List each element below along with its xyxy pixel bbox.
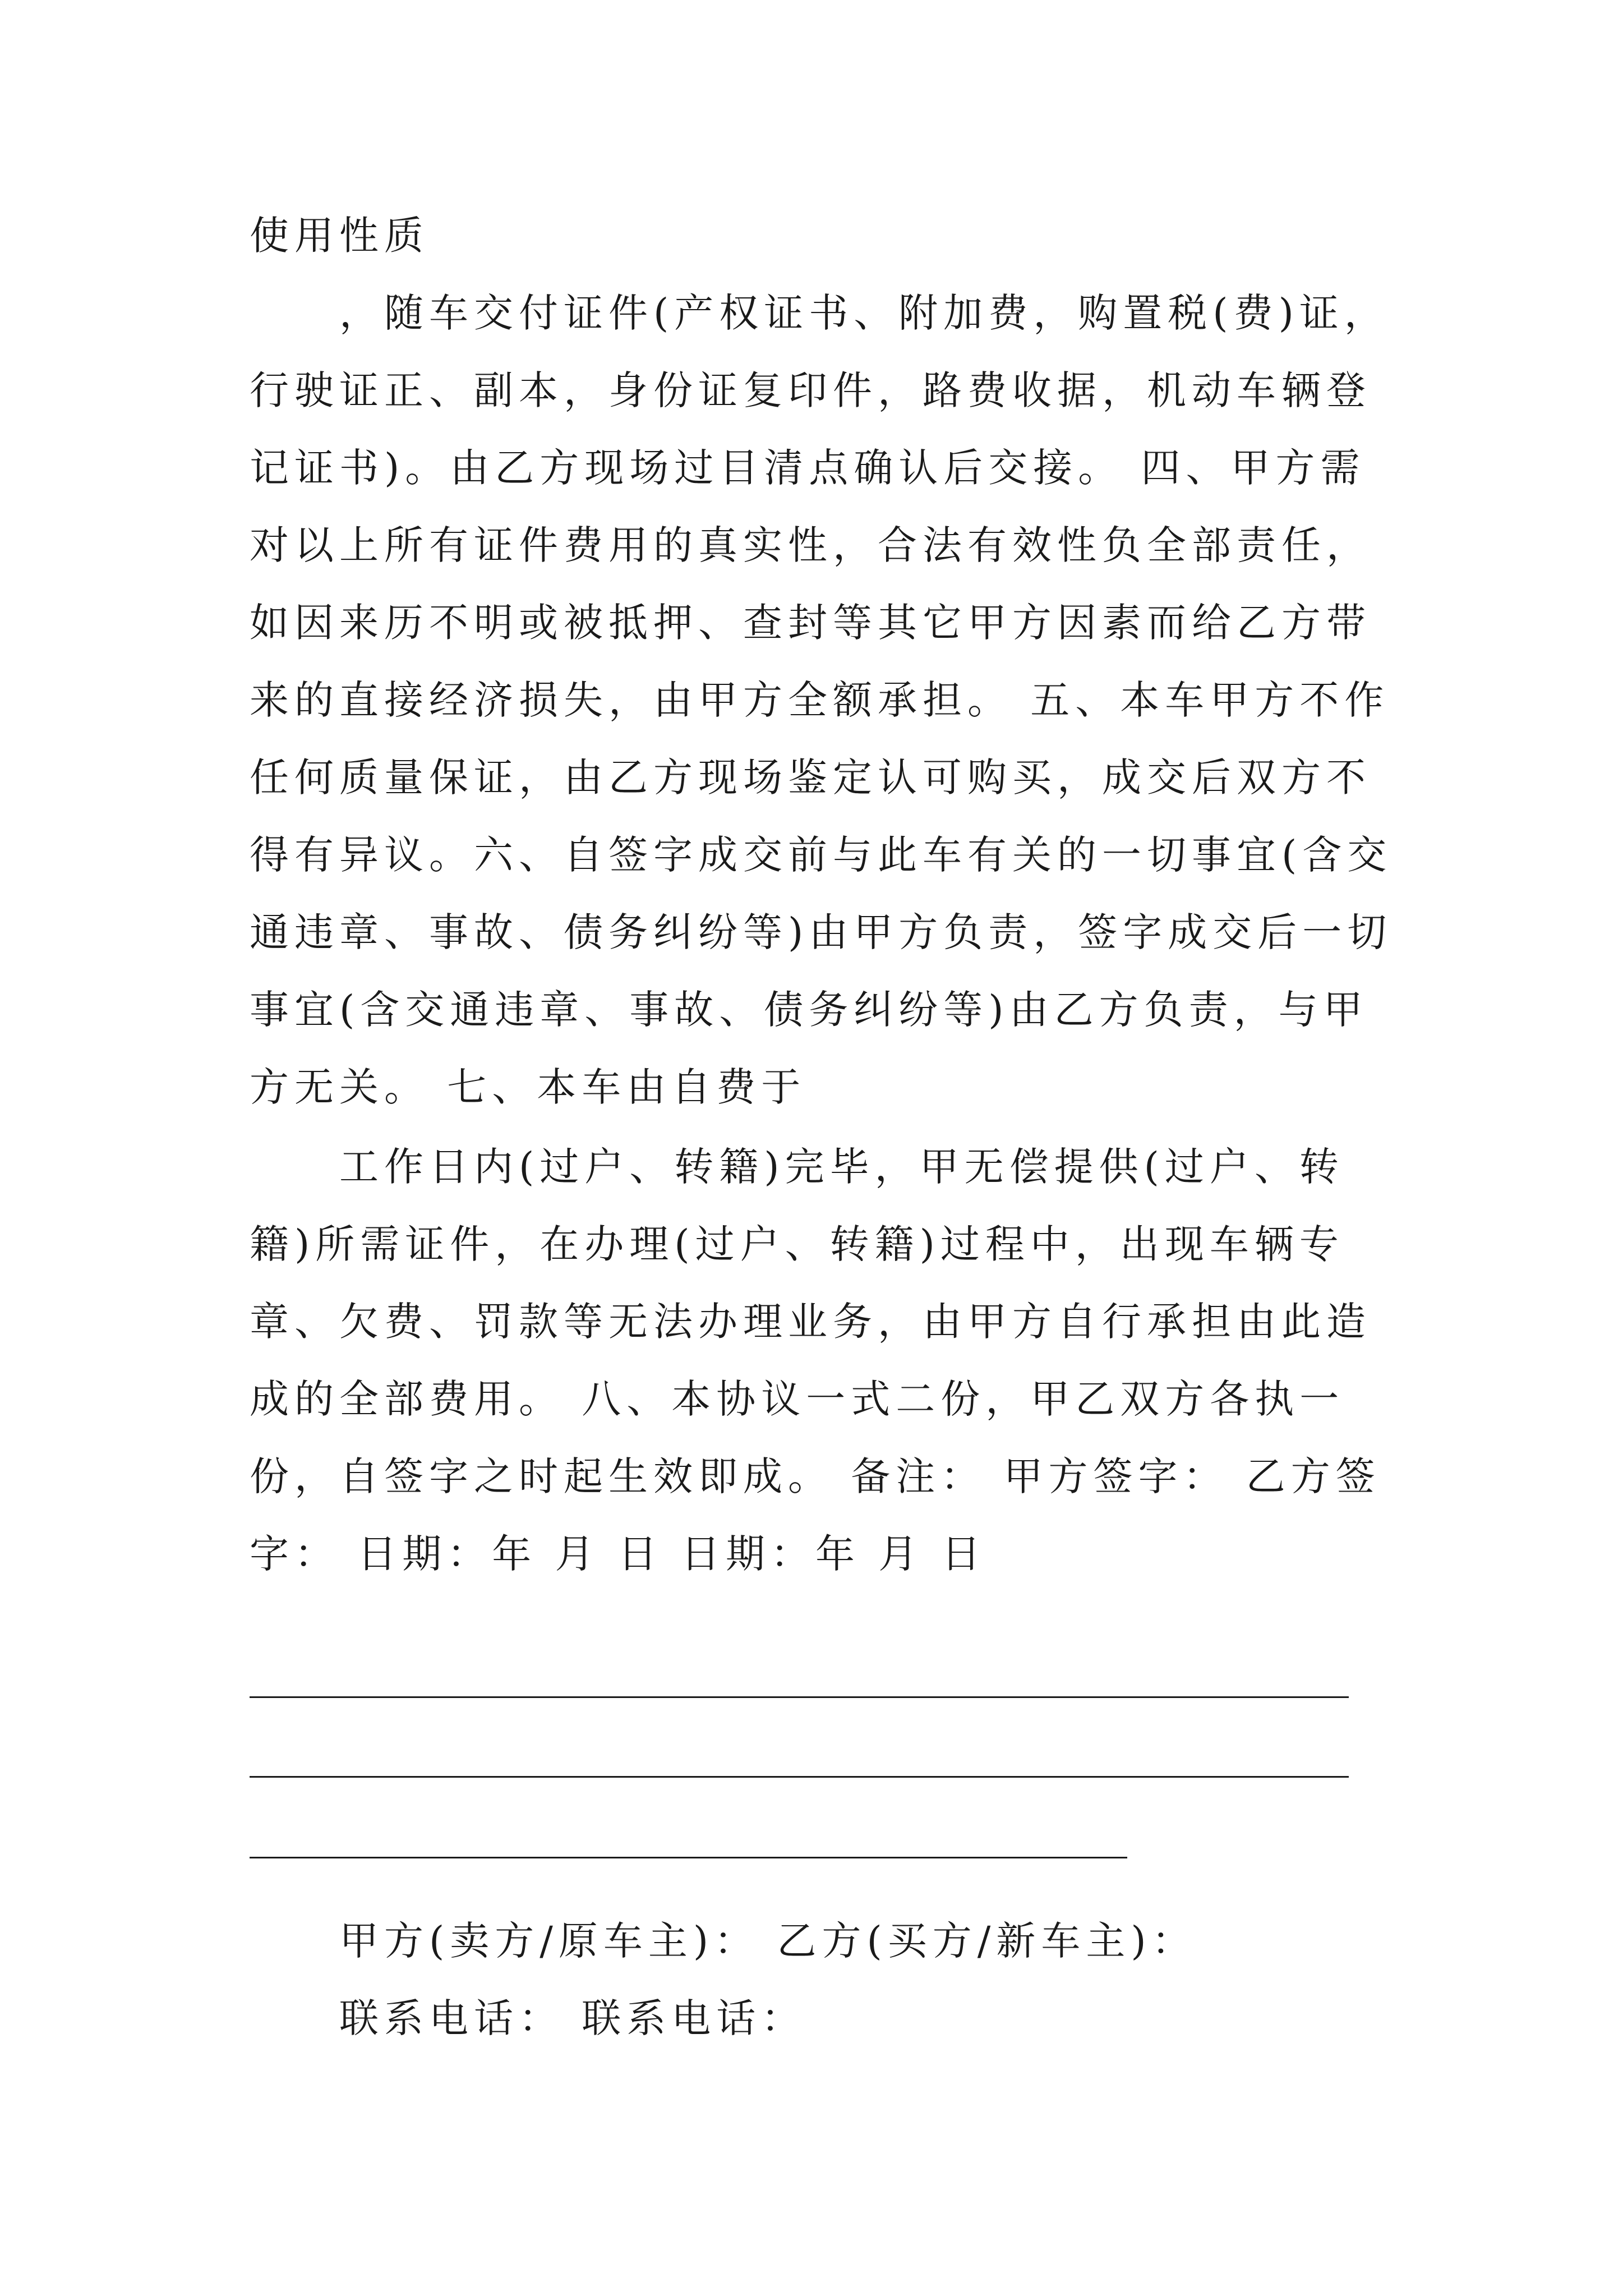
paragraph-usage-nature: 使用性质 — [250, 213, 429, 259]
blank-line-2 — [250, 1776, 1349, 1778]
phone-line: 联系电话： 联系电话： — [339, 1995, 806, 2041]
blank-line-1 — [250, 1696, 1349, 1698]
parties-line: 甲方(卖方/原车主)： 乙方(买方/新车主)： — [339, 1918, 1197, 1964]
paragraph-transfer-terms: 工作日内(过户、转籍)完毕，甲无偿提供(过户、转籍)所需证件，在办理(过户、转籍)过程中，出现车辆专章、欠费、罚款等无法办理业务，由甲方自行承担由此造成的全部费用。 八、本协议一式二份，甲乙双方各执一份，自签字之时起生效即成。 备注： 甲方签字： 乙方签字： 日期：年 月 日 日期：年 月 日 — [250, 1144, 1381, 1577]
blank-line-3 — [250, 1857, 1127, 1858]
paragraph-documents-handover: ，随车交付证件(产权证书、附加费，购置税(费)证，行驶证正、副本，身份证复印件，路费收据，机动车辆登记证书)。由乙方现场过目清点确认后交接。 四、甲方需对以上所有证件费用的真实性，合法有效性负全部责任，如因来历不明或被抵押、查封等其它甲方因素而给乙方带来的直接经济损失，由甲方全额承担。 五、本车甲方不作任何质量保证，由乙方现场鉴定认可购买，成交后双方不得有异议。六、自签字成交前与此车有关的一切事宜(含交通违章、事故、债务纠纷等)由甲方负责，签字成交后一切事宜(含交通违章、事故、债务纠纷等)由乙方负责，与甲方无关。 七、本车由自费于 — [250, 290, 1393, 1110]
